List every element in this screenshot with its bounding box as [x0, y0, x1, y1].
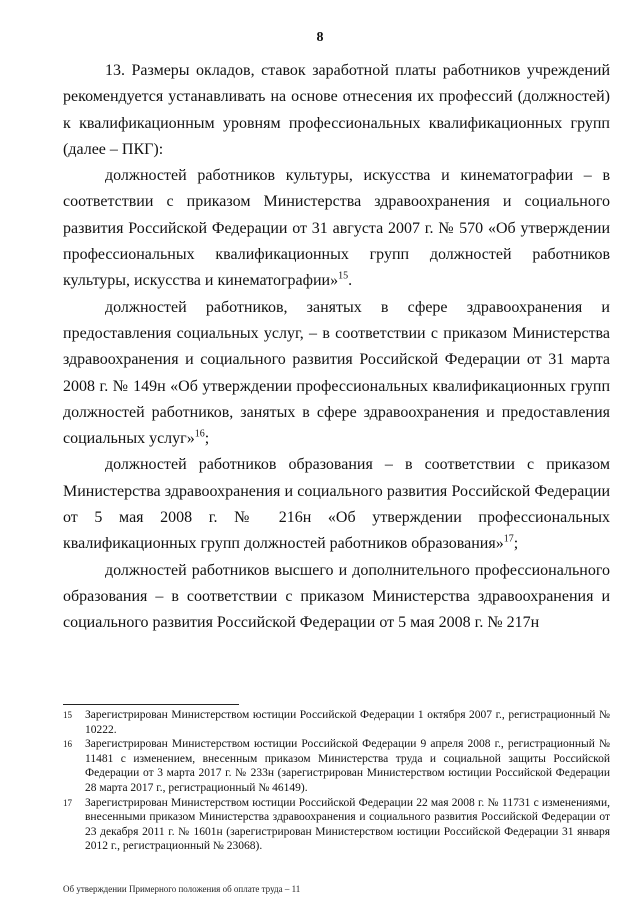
paragraph-text: должностей работников образования – в соответствии с приказом Министерства здравоохранения и социального развития Российской Федерации от 5 мая 2008 г. № 216н «Об утверждении профессиональных квалификационных групп должностей работников образования» [63, 456, 610, 553]
footnote-17 [63, 796, 610, 854]
paragraph-text: 13. Размеры окладов, ставок заработной платы работников учреждений рекомендуется устанавливать на основе отнесения их профессий (должностей) к квалификационным уровням профессиональных квалификационных групп (далее – ПКГ): [63, 62, 610, 158]
footnote-ref[interactable]: 16 [194, 428, 205, 440]
footnote-ref[interactable]: 15 [338, 271, 349, 283]
page-number: 8 [316, 30, 324, 45]
footnotes [63, 708, 610, 854]
footnote-ref[interactable]: 17 [503, 534, 514, 546]
paragraph-education [63, 452, 610, 557]
footnote-number: 15 [63, 710, 72, 720]
footnote-number: 16 [63, 739, 72, 750]
footnote-text: Зарегистрирован Министерством юстиции Российской Федерации 22 мая 2008 г. № 11731 с изменениями, внесенными приказом Министерства здравоохранения и социального развития Российской Федерации от 23 декабря 2011 г. № 1601н (зарегистрирован Министерством юстиции Российской Федерации 31 января 2012 г., регистрационный № 23068). [85, 796, 610, 853]
paragraph-tail: ; [513, 535, 519, 553]
footnote-text: Зарегистрирован Министерством юстиции Российской Федерации 1 октября 2007 г., регистрационный № 10222. [85, 709, 610, 736]
footnote-16 [63, 737, 610, 795]
footnote-number: 17 [63, 797, 72, 808]
paragraph-tail: ; [204, 430, 210, 448]
paragraph-text: должностей работников культуры, искусства и кинематографии – в соответствии с приказом Министерства здравоохранения и социального развития Российской Федерации от 31 августа 2007 г. № 570 «Об утверждении профессиональных квалификационных групп должностей работников культуры, искусства и кинематографии» [63, 167, 610, 290]
footnote-15 [63, 708, 610, 737]
paragraph-item-13 [63, 58, 610, 163]
paragraph-higher-education [63, 558, 610, 637]
paragraph-text: должностей работников, занятых в сфере здравоохранения и предоставления социальных услуг, – в соответствии с приказом Министерства здравоохранения и социального развития Российской Федерации от 31 марта 2008 г. № 149н «Об утверждении профессиональных квалификационных групп должностей работников, занятых в сфере здравоохранения и предоставления социальных услуг» [63, 298, 610, 448]
paragraph-tail: . [348, 272, 353, 290]
footnote-text: Зарегистрирован Министерством юстиции Российской Федерации 9 апреля 2008 г., регистрационный № 11481 с изменением, внесенным приказом Министерства труда и социальной защиты Российской Федерации от 3 марта 2017 г. № 233н (зарегистрирован Министерством юстиции Российской Федерации 28 марта 2017 г., регистрационный № 46149). [85, 738, 610, 794]
body-text [63, 58, 610, 637]
paragraph-healthcare [63, 295, 610, 453]
document-footer: Об утверждении Примерного положения об оплате труда – 11 [63, 884, 301, 894]
paragraph-text: должностей работников высшего и дополнительного профессионального образования – в соответствии с приказом Министерства здравоохранения и социального развития Российской Федерации от 5 мая 2008 г. № 217н [63, 561, 610, 632]
paragraph-culture [63, 163, 610, 294]
footnote-divider [63, 704, 239, 705]
